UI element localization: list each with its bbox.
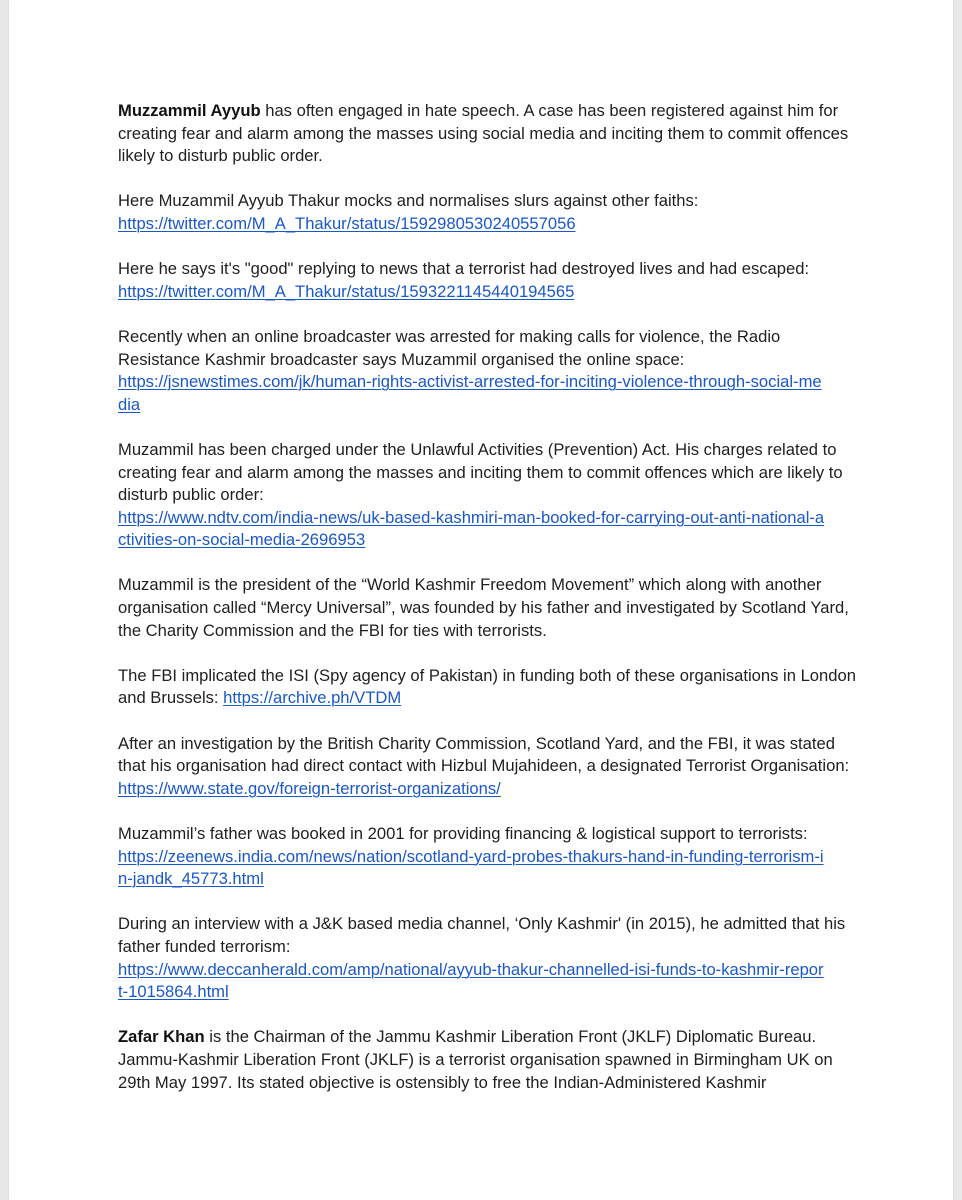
paragraph-text: Muzammil has been charged under the Unlawful Activities (Prevention) Act. His charges related to creating fear and alarm among the masses and inciting them to commit offences which are likely to disturb public order:	[118, 439, 843, 505]
paragraph-text: Recently when an online broadcaster was arrested for making calls for violence, the Radio Resistance Kashmir broadcaster says Muzammil organised the online space:	[118, 326, 781, 369]
paragraph-broadcaster	[118, 326, 858, 416]
paragraph-text: During an interview with a J&K based media channel, ‘Only Kashmir' (in 2015), he admitted that his father funded terrorism:	[118, 914, 846, 956]
paragraph-zafar-khan	[118, 1026, 858, 1094]
paragraph-good-reply	[118, 258, 858, 303]
paragraph-text: Muzammil’s father was booked in 2001 for providing financing & logistical support to terrorists:	[118, 824, 808, 843]
paragraph-text: is the Chairman of the Jammu Kashmir Liberation Front (JKLF) Diplomatic Bureau. Jammu-Kashmir Liberation Front (JKLF) is a terrorist organisation spawned in Birmingham UK on 29th May 1997. Its stated objective is ostensibly to free the Indian-Administered Kashmir	[118, 1027, 833, 1092]
document-page	[9, 0, 953, 1200]
bold-name-muzzammil: Muzzammil Ayyub	[118, 101, 261, 120]
ndtv-link-line-2[interactable]: ctivities-on-social-media-2696953	[118, 530, 366, 550]
paragraph-text: Muzammil is the president of the “World Kashmir Freedom Movement” which along with another organisation called “Mercy Universal”, was founded by his father and investigated by Scotland Yard, the Charity Commission and the FBI for ties with terrorists.	[118, 575, 849, 640]
jsnewstimes-link-line-1[interactable]: https://jsnewstimes.com/jk/human-rights-activist-arrested-for-inciting-violence-through-social-me	[118, 372, 822, 392]
paragraph-slurs	[118, 190, 858, 235]
jsnewstimes-link-line-2[interactable]: dia	[118, 394, 141, 414]
zeenews-link-line-1[interactable]: https://zeenews.india.com/news/nation/scotland-yard-probes-thakurs-hand-in-funding-terrorism-i	[118, 846, 824, 866]
tweet-link-2[interactable]: https://twitter.com/M_A_Thakur/status/1593221145440194565	[118, 281, 575, 301]
paragraph-interview	[118, 913, 858, 1003]
state-gov-link[interactable]: https://www.state.gov/foreign-terrorist-organizations/	[118, 778, 501, 798]
tweet-link-1[interactable]: https://twitter.com/M_A_Thakur/status/1592980530240557056	[118, 213, 576, 233]
paragraph-wkfm-president	[118, 574, 858, 642]
document-body	[118, 100, 858, 1117]
deccanherald-link-line-1[interactable]: https://www.deccanherald.com/amp/national/ayyub-thakur-channelled-isi-funds-to-kashmir-repor	[118, 959, 824, 979]
paragraph-text: has often engaged in hate speech. A case has been registered against him for creating fear and alarm among the masses using social media and inciting them to commit offences likely to disturb public order.	[118, 101, 849, 166]
paragraph-text: Here Muzammil Ayyub Thakur mocks and normalises slurs against other faiths:	[118, 191, 699, 211]
ndtv-link-line-1[interactable]: https://www.ndtv.com/india-news/uk-based-kashmiri-man-booked-for-carrying-out-anti-national-a	[118, 507, 825, 527]
bold-name-zafar: Zafar Khan	[118, 1027, 205, 1047]
paragraph-father-booked	[118, 823, 858, 891]
paragraph-charity-commission	[118, 733, 858, 801]
paragraph-muzzammil-intro	[118, 100, 858, 168]
deccanherald-link-line-2[interactable]: t-1015864.html	[118, 982, 229, 1002]
paragraph-uapa-charges	[118, 439, 858, 552]
paragraph-text: The FBI implicated the ISI (Spy agency of Pakistan) in funding both of these organisations in London and Brussels:	[118, 665, 856, 708]
archive-link[interactable]: https://archive.ph/VTDM	[223, 688, 402, 708]
zeenews-link-line-2[interactable]: n-jandk_45773.html	[118, 869, 264, 889]
paragraph-text: After an investigation by the British Charity Commission, Scotland Yard, and the FBI, it was stated that his organisation had direct contact with Hizbul Mujahideen, a designated Terrorist Organisation:	[118, 733, 850, 776]
paragraph-fbi-isi	[118, 665, 858, 710]
paragraph-text: Here he says it's "good" replying to news that a terrorist had destroyed lives and had escaped:	[118, 259, 810, 279]
